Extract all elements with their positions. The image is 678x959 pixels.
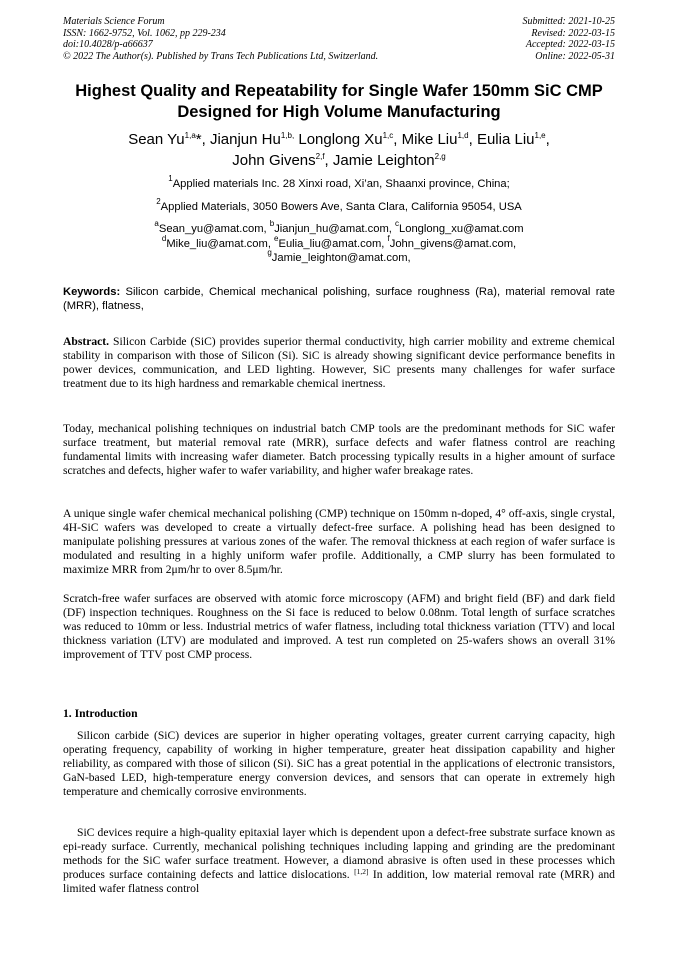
email-line-1: [40, 219, 638, 237]
author-list: [40, 129, 638, 171]
author-affil-mark: 2,f: [315, 152, 325, 161]
author-name: Longlong Xu: [298, 131, 383, 148]
revised-date: Revised: 2022-03-15: [531, 27, 615, 39]
doi-line: doi:10.4028/p-a66637: [63, 39, 153, 50]
introduction-paragraph-1: [63, 729, 615, 799]
introduction-paragraph-2: [63, 826, 615, 896]
email-address[interactable]: Jamie_leighton@amat.com,: [271, 252, 411, 264]
email-address[interactable]: Mike_liu@amat.com,: [166, 237, 275, 250]
email-address[interactable]: Longlong_xu@amat.com: [399, 223, 524, 235]
title-line-2: Designed for High Volume Manufacturing: [177, 103, 501, 121]
affiliation-1: [40, 174, 638, 192]
author-emails: [40, 219, 638, 266]
author-affil-mark: 1,c: [382, 131, 394, 140]
affiliation-text: Applied Materials, 3050 Bowers Ave, Santa Clara, California 95054, USA: [160, 201, 522, 213]
affiliation-text: Applied materials Inc. 28 Xinxi road, Xi’an, Shaanxi province, China;: [172, 178, 510, 190]
title-line-1: Highest Quality and Repeatability for Single Wafer 150mm SiC CMP: [75, 82, 603, 100]
email-line-3: [40, 248, 638, 266]
author-line-1: [40, 129, 638, 150]
author-line-2: [40, 150, 638, 171]
introduction-text: In addition, low material removal rate (MRR) and limited wafer flatness control: [63, 868, 615, 896]
abstract-text: Silicon Carbide (SiC) provides superior thermal conductivity, high carrier mobility and extreme chemical stability in comparison with those of Silicon (Si). SiC is already showing significant device performance benefits in power devices, communication, and LED lighting. However, SiC presents many challenges for wafer surface treatment due to its high hardness and remarkable chemical inertness.: [63, 335, 615, 391]
abstract-label: Abstract.: [63, 335, 110, 348]
paper-title: [40, 81, 638, 123]
email-mark: c: [395, 219, 399, 228]
author-separator: ,: [545, 131, 550, 148]
email-mark: g: [267, 248, 272, 257]
journal-header-left: [63, 16, 378, 62]
author-name: Jianjun Hu: [209, 131, 281, 148]
author-separator: ,: [324, 152, 333, 169]
abstract-paragraph-2: [63, 422, 615, 478]
affiliation-mark: 2: [156, 197, 161, 206]
journal-name: Materials Science Forum: [63, 16, 165, 27]
issn-line: ISSN: 1662-9752, Vol. 1062, pp 229-234: [63, 27, 226, 39]
introduction-text: SiC devices require a high-quality epitaxial layer which is dependent upon a defect-free substrate surface known as epi-ready surface. Currently, mechanical polishing techniques including lapping and grinding are the predominant methods for the SiC wafer surface treatment. However, a diamond abrasive is often used in these processes which produces surface containing defects and lattice dislocations.: [63, 826, 615, 882]
author-affil-mark: 1,a: [184, 131, 196, 140]
introduction-text: Silicon carbide (SiC) devices are superior in higher operating voltages, greater current carrying capacity, high operating frequency, capability of working in higher temperature, greater heat dissipation capability and higher reliability, as compared with those of silicon (Si). SiC has a great potential in the applications of electronic transistors, GaN-based LED, high-temperature energy conversion devices, and sensors that can operate in extremely high temperature and chemically corrosive environments.: [63, 729, 615, 799]
abstract-text: A unique single wafer chemical mechanical polishing (CMP) technique on 150mm n-doped, 4° off-axis, single crystal, 4H-SiC wafers was developed to create a virtually defect-free surface. A polishing head has been designed to manipulate polishing pressures at various zones of the wafer. The removal thickness at each region of wafer surface is modulated and resulting in a highly uniform wafer profile. Additionally, a CMP slurry has been formulated to maximize MRR from 2μm/hr to over 8.5μm/hr.: [63, 507, 615, 577]
abstract-text: Scratch-free wafer surfaces are observed with atomic force microscopy (AFM) and bright field (BF) and dark field (DF) inspection techniques. Roughness on the Si face is reduced to below 0.08nm. Total length of surface scratches was reduced to 10mm or less. Industrial metrics of wafer flatness, including total thickness variation (TTV) and local thickness variation (LTV) are modulated and improved. A test run completed on 25-wafers shows an overall 31% improvement of TTV post CMP process.: [63, 592, 615, 662]
section-heading-introduction: 1. Introduction: [63, 707, 138, 720]
journal-header-right: [523, 16, 616, 62]
abstract-paragraph-3: [63, 507, 615, 577]
author-name: Mike Liu: [401, 131, 458, 148]
author-name: Eulia Liu: [476, 131, 535, 148]
online-date: Online: 2022-05-31: [535, 50, 615, 62]
email-line-2: [40, 233, 638, 252]
author-name: Sean Yu: [128, 131, 185, 148]
email-address[interactable]: Sean_yu@amat.com,: [158, 223, 270, 235]
author-name: Jamie Leighton: [332, 152, 435, 169]
author-name: John Givens: [232, 152, 316, 169]
submitted-date: Submitted: 2021-10-25: [522, 16, 615, 27]
email-mark: d: [161, 233, 167, 243]
author-separator: ,: [468, 131, 477, 148]
email-mark: b: [269, 219, 275, 228]
email-address[interactable]: Eulia_liu@amat.com,: [278, 237, 388, 250]
author-affil-mark: 1,b,: [280, 131, 295, 140]
email-address[interactable]: John_givens@amat.com,: [389, 237, 517, 250]
keywords-label: Keywords:: [63, 286, 121, 298]
email-address[interactable]: Jianjun_hu@amat.com,: [274, 223, 395, 235]
author-affil-mark: 1,d: [457, 131, 469, 140]
email-mark: f: [387, 233, 390, 243]
keywords: [63, 286, 615, 313]
author-affil-mark: 2,g: [434, 152, 446, 161]
copyright-line: © 2022 The Author(s). Published by Trans Tech Publications Ltd, Switzerland.: [63, 50, 379, 62]
author-separator: ,: [393, 131, 402, 148]
email-mark: e: [274, 233, 279, 243]
abstract-paragraph-1: [63, 335, 615, 391]
author-separator: *,: [195, 131, 210, 148]
affiliation-2: [40, 197, 638, 215]
accepted-date: Accepted: 2022-03-15: [525, 39, 615, 50]
affiliation-mark: 1: [168, 174, 173, 183]
abstract-paragraph-4: [63, 592, 615, 662]
abstract-text: Today, mechanical polishing techniques on industrial batch CMP tools are the predominant methods for SiC wafer surface treatment, but material removal rate (MRR), surface defects and wafer flatness control are reaching fundamental limits with increasing wafer diameter. Batch processing typically results in a higher amount of surface scratches and defects, higher wafer to wafer variability, and higher wafer breakage rates.: [63, 422, 615, 478]
email-mark: a: [154, 219, 159, 228]
keywords-text: Silicon carbide, Chemical mechanical polishing, surface roughness (Ra), material removal rate (MRR), flatness,: [63, 286, 615, 312]
author-affil-mark: 1,e: [534, 131, 546, 140]
citation-reference[interactable]: [1,2]: [354, 867, 369, 877]
